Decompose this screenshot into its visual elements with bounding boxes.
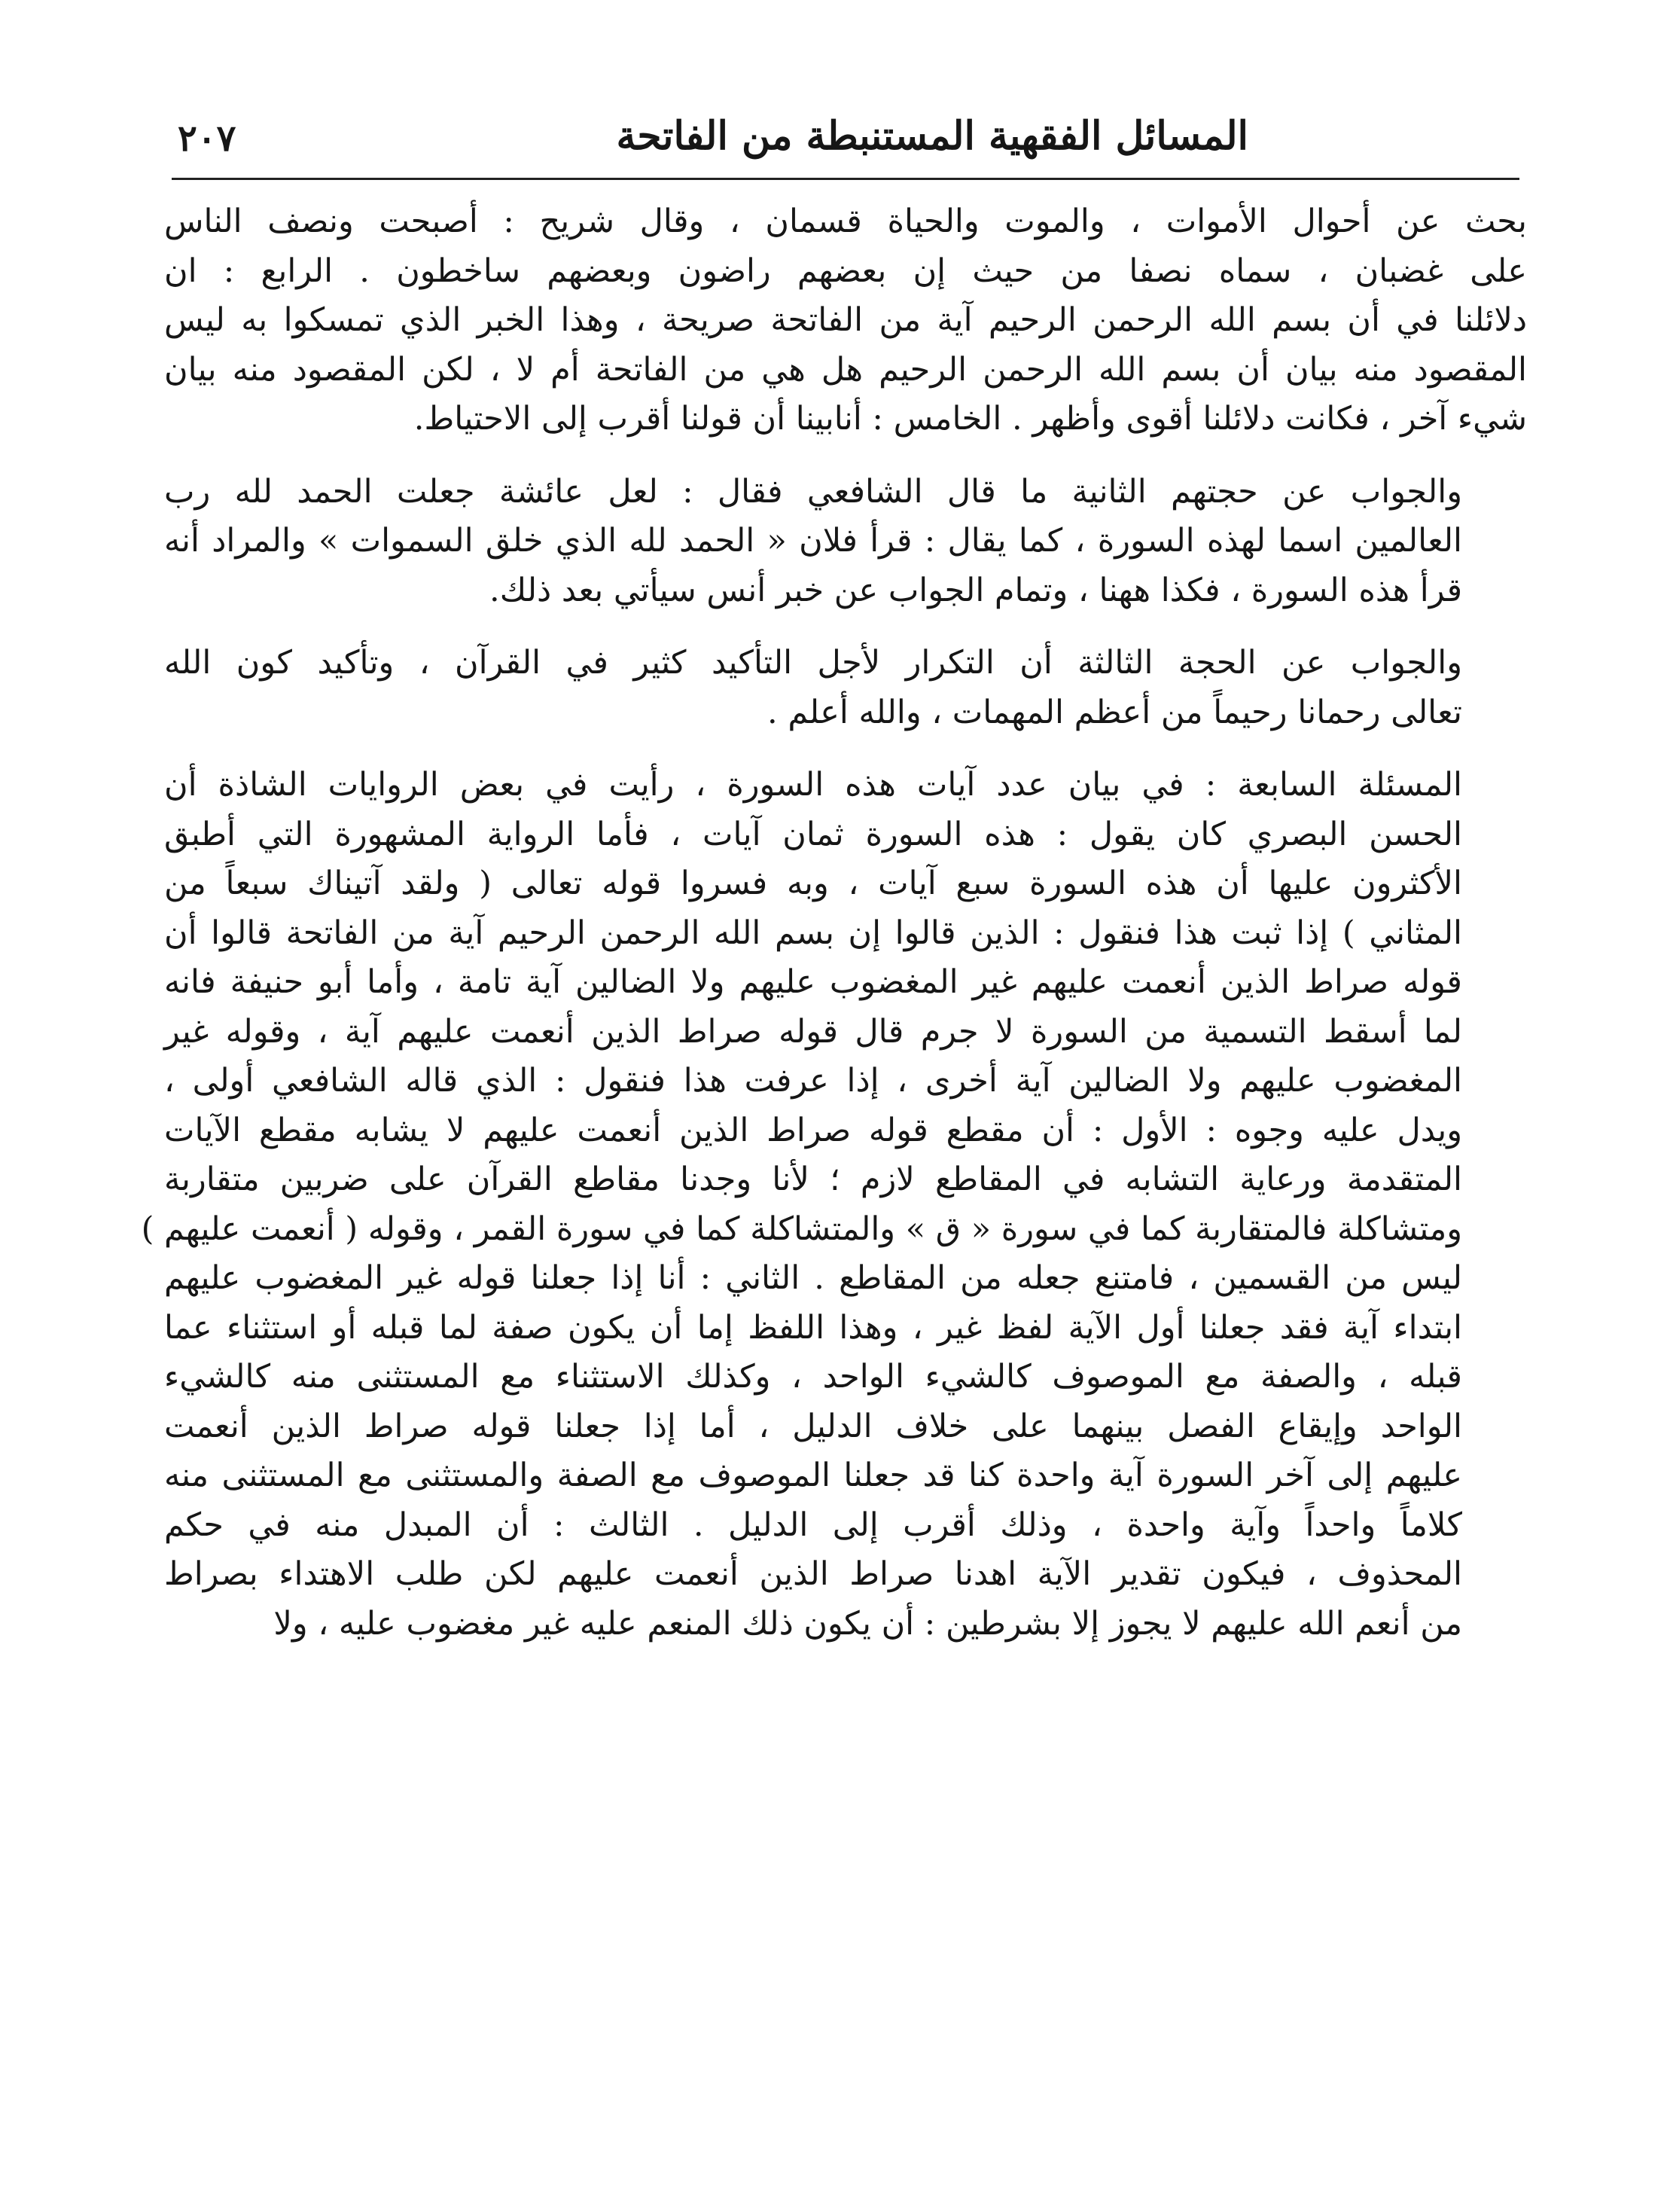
- paragraph: [164, 197, 1527, 444]
- text-line: المثاني ) إذا ثبت هذا فنقول : الذين قالوا إن بسم الله الرحمن الرحيم آية من الفاتحة قالوا أن: [164, 914, 1462, 952]
- text-line: الواحد وإيقاع الفصل بينهما على خلاف الدليل ، أما إذا جعلنا قوله صراط الذين أنعمت: [164, 1407, 1462, 1445]
- text-line: المغضوب عليهم ولا الضالين آية أخرى ، إذا عرفت هذا فنقول : الذي قاله الشافعي أولى ،: [164, 1062, 1462, 1100]
- text-line: تعالى رحمانا رحيماً من أعظم المهمات ، والله أعلم .: [767, 693, 1462, 731]
- paragraph: [164, 468, 1527, 616]
- text-line: المتقدمة ورعاية التشابه في المقاطع لازم ؛ لأنا وجدنا مقاطع القرآن على ضربين متقاربة: [164, 1161, 1462, 1198]
- text-line: ابتداء آية فقد جعلنا أول الآية لفظ غير ، وهذا اللفظ إما أن يكون صفة لما قبله أو استثناء عما: [164, 1308, 1462, 1347]
- text-line: ليس من القسمين ، فامتنع جعله من المقاطع . الثاني : أنا إذا جعلنا قوله غير المغضوب عليهم: [164, 1259, 1462, 1297]
- text-line: شيء آخر ، فكانت دلائلنا أقوى وأظهر . الخامس : أنابينا أن قولنا أقرب إلى الاحتياط.: [413, 400, 1527, 438]
- paragraph: [141, 761, 1527, 1649]
- body-text: [141, 197, 1527, 1649]
- text-line: كلاماً واحداً وآية واحدة ، وذلك أقرب إلى الدليل . الثالث : أن المبدل منه في حكم: [164, 1506, 1462, 1544]
- text-line: دلائلنا في أن بسم الله الرحمن الرحيم آية من الفاتحة صريحة ، وهذا الخبر الذي تمسكوا به ليس: [164, 301, 1527, 339]
- text-line: بحث عن أحوال الأموات ، والموت والحياة قسمان ، وقال شريح : أصبحت ونصف الناس: [164, 203, 1527, 240]
- text-line: المحذوف ، فيكون تقدير الآية اهدنا صراط الذين أنعمت عليهم لكن طلب الاهتداء بصراط: [164, 1555, 1462, 1593]
- text-line: الحسن البصري كان يقول : هذه السورة ثمان آيات ، فأما الرواية المشهورة التي أطبق: [164, 815, 1462, 853]
- text-line: المقصود منه بيان أن بسم الله الرحمن الرحيم هل هي من الفاتحة أم لا ، لكن المقصود منه بيان: [164, 350, 1527, 389]
- text-line: من أنعم الله عليهم لا يجوز إلا بشرطين : أن يكون ذلك المنعم عليه غير مغضوب عليه ، ولا: [273, 1604, 1462, 1643]
- page-number: ٢٠٧: [178, 117, 236, 160]
- text-line: المسئلة السابعة : في بيان عدد آيات هذه السورة ، رأيت في بعض الروايات الشاذة أن: [164, 766, 1462, 804]
- text-line: قوله صراط الذين أنعمت عليهم غير المغضوب عليهم ولا الضالين آية تامة ، وأما أبو حنيفة فانه: [164, 963, 1462, 1001]
- text-line: ومتشاكلة فالمتقاربة كما في سورة « ق » والمتشاكلة كما في سورة القمر ، وقوله ( أنعمت عليهم ): [141, 1210, 1462, 1248]
- page-header: [172, 113, 1519, 188]
- text-line: الأكثرون عليها أن هذه السورة سبع آيات ، وبه فسروا قوله تعالى ( ولقد آتيناك سبعاً من: [164, 865, 1462, 902]
- paragraph: [164, 639, 1527, 737]
- running-title: المسائل الفقهية المستنبطة من الفاتحة: [616, 113, 1248, 159]
- text-line: قرأ هذه السورة ، فكذا ههنا ، وتمام الجواب عن خبر أنس سيأتي بعد ذلك.: [489, 571, 1462, 609]
- text-line: على غضبان ، سماه نصفا من حيث إن بعضهم راضون وبعضهم ساخطون . الرابع : ان: [164, 252, 1527, 290]
- text-line: والجواب عن حجتهم الثانية ما قال الشافعي فقال : لعل عائشة جعلت الحمد لله رب: [164, 472, 1462, 511]
- text-line: والجواب عن الحجة الثالثة أن التكرار لأجل التأكيد كثير في القرآن ، وتأكيد كون الله: [164, 644, 1462, 682]
- text-line: عليهم إلى آخر السورة آية واحدة كنا قد جعلنا الموصوف مع الصفة والمستثنى مع المستثنى منه: [164, 1457, 1462, 1494]
- text-line: ويدل عليه وجوه : الأول : أن مقطع قوله صراط الذين أنعمت عليهم لا يشابه مقطع الآيات: [164, 1111, 1462, 1149]
- text-line: العالمين اسما لهذه السورة ، كما يقال : قرأ فلان « الحمد لله الذي خلق السموات » والمراد أنه: [164, 522, 1462, 560]
- text-line: لما أسقط التسمية من السورة لا جرم قال قوله صراط الذين أنعمت عليهم آية ، وقوله غير: [164, 1012, 1462, 1051]
- header-rule: [172, 178, 1519, 180]
- text-line: قبله ، والصفة مع الموصوف كالشيء الواحد ، وكذلك الاستثناء مع المستثنى منه كالشيء: [164, 1358, 1462, 1396]
